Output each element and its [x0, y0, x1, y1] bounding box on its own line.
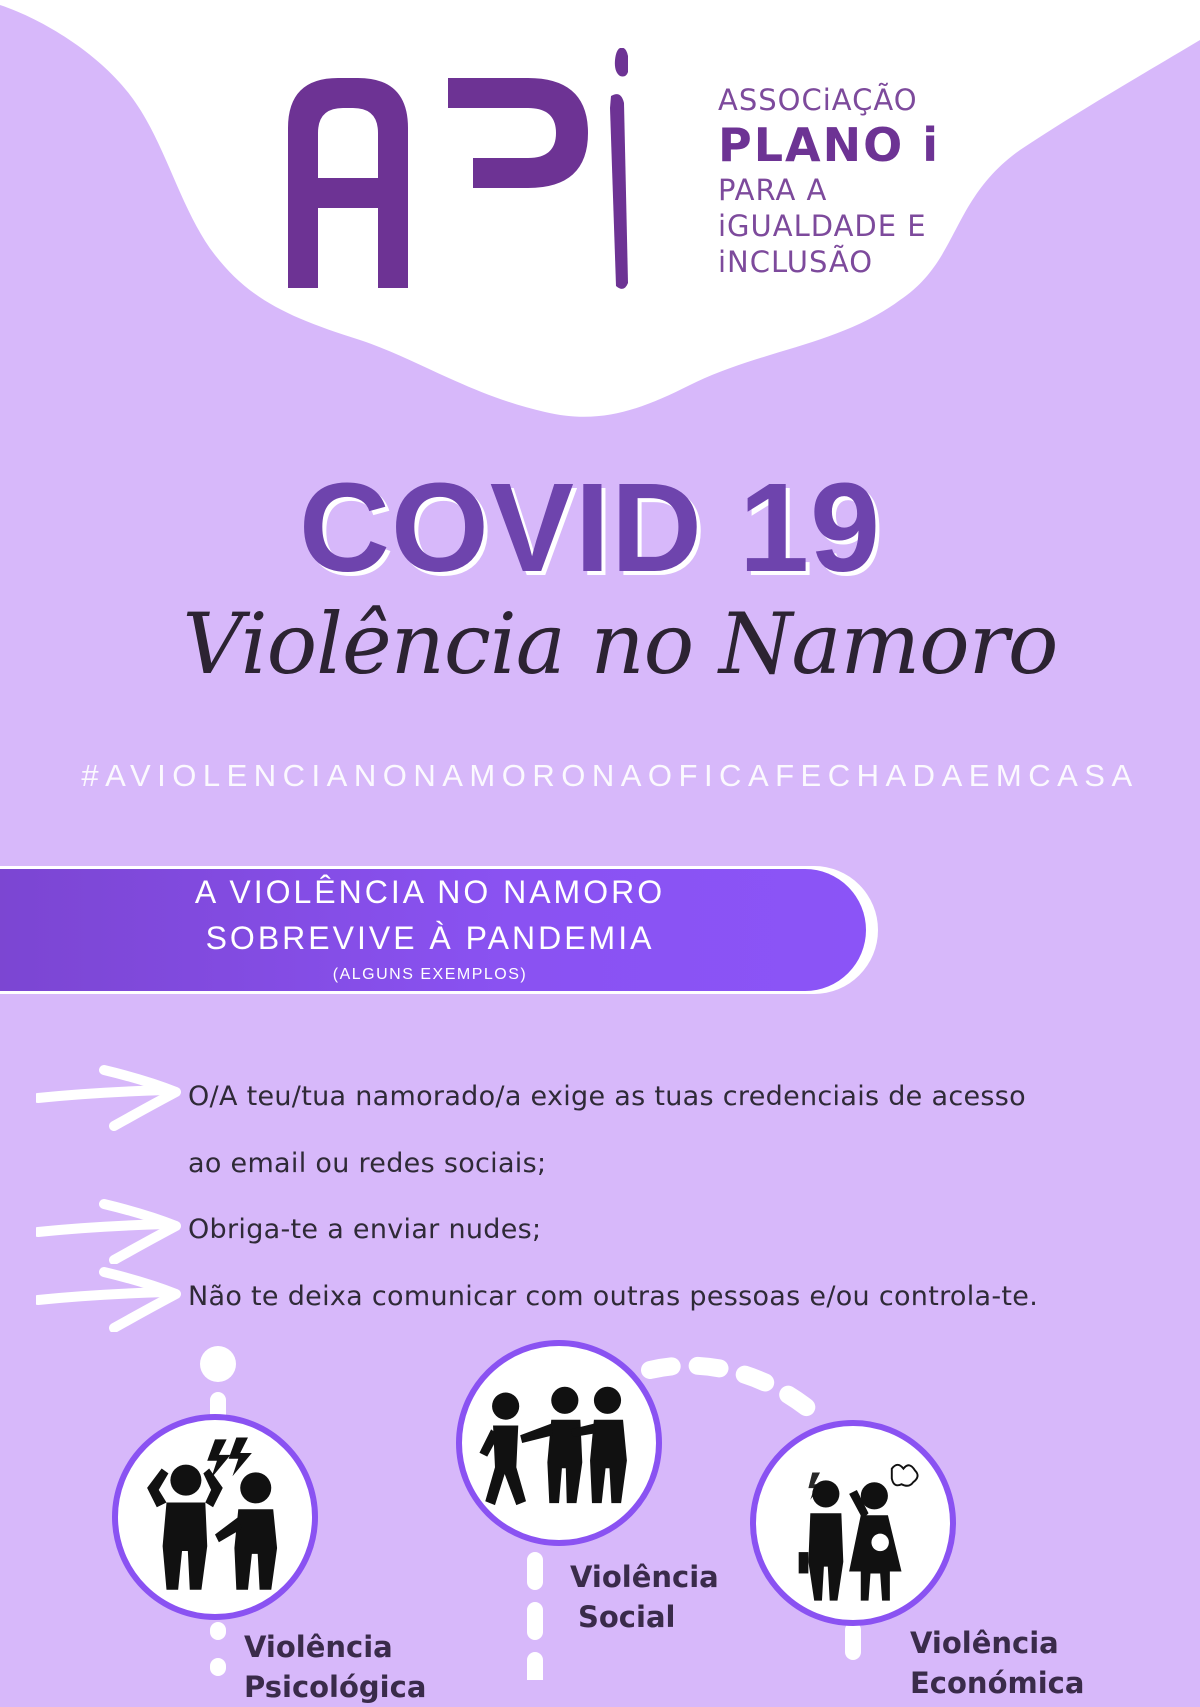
type-label-line: Violência — [244, 1630, 393, 1664]
logo-line-3: PARA A — [718, 173, 828, 207]
logo-line-5: iNCLUSÃO — [718, 245, 874, 279]
campaign-hashtag: #AVIOLENCIANONAMORONAOFICAFECHADAEMCASA — [81, 758, 1139, 793]
type-label-line: Violência — [910, 1626, 1059, 1660]
type-label-line: Social — [578, 1600, 676, 1634]
type-label-line: Violência — [570, 1560, 719, 1594]
banner-line-1: A VIOLÊNCIA NO NAMORO — [194, 874, 666, 910]
type-label-psychological — [244, 1627, 426, 1707]
logo-name: PLANO i — [718, 118, 941, 172]
banner-note: (ALGUNS EXEMPLOS) — [332, 966, 528, 983]
logo-wordmark — [718, 82, 940, 280]
example-item-2: Obriga-te a enviar nudes; — [188, 1214, 542, 1245]
example-item-3: Não te deixa comunicar com outras pessoas e/ou controla-te. — [188, 1281, 1039, 1312]
type-label-line: Económica — [910, 1666, 1085, 1700]
arrow-right-icon — [36, 1062, 186, 1132]
logo-mark-icon — [288, 48, 668, 298]
logo-line-4: iGUALDADE E — [718, 209, 927, 243]
type-label-line: Psicológica — [244, 1670, 427, 1704]
logo-association: ASSOCiAÇÃO — [718, 83, 918, 117]
arrow-right-icon — [36, 1262, 186, 1332]
economic-violence-icon — [750, 1420, 956, 1626]
banner-line-2: SOBREVIVE À PANDEMIA — [205, 920, 655, 956]
social-violence-icon — [456, 1340, 662, 1546]
example-item-1-cont: ao email ou redes sociais; — [188, 1148, 547, 1179]
psychological-violence-icon — [112, 1414, 318, 1620]
type-label-social — [570, 1557, 719, 1637]
example-item-1: O/A teu/tua namorado/a exige as tuas credenciais de acesso — [188, 1081, 1026, 1112]
type-label-economic — [910, 1623, 1084, 1703]
page-subtitle: Violência no Namoro — [182, 595, 1058, 693]
page-title: COVID 19 — [298, 457, 882, 598]
arrow-right-icon — [36, 1194, 186, 1264]
